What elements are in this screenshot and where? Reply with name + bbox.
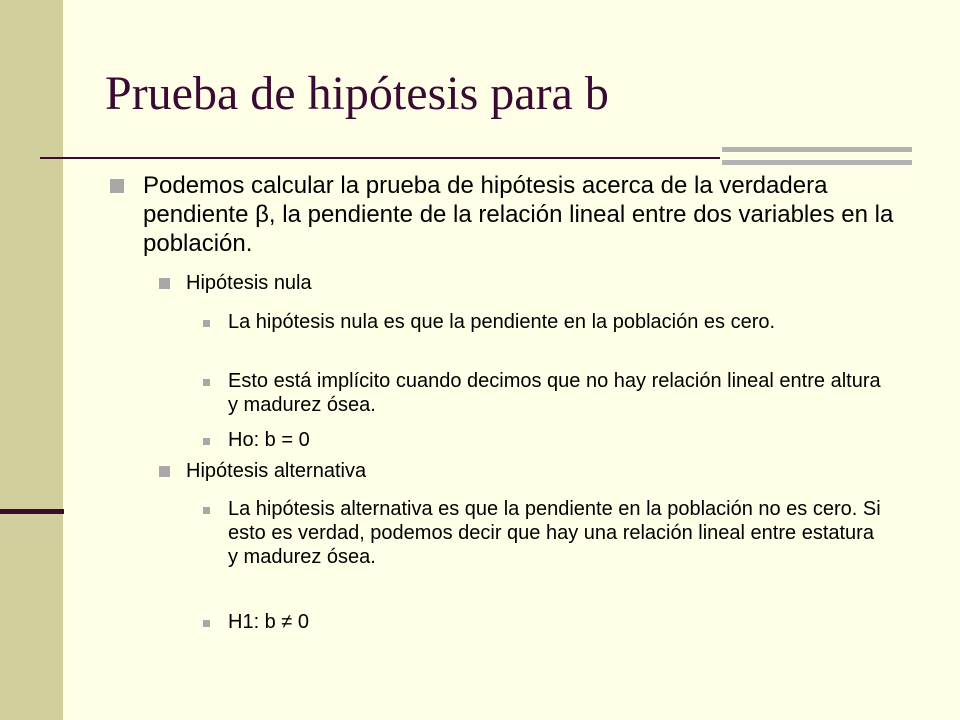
square-bullet-icon: [203, 620, 210, 627]
square-bullet-icon: [110, 179, 124, 193]
subbullet-alternative-hypothesis: [186, 459, 886, 483]
detail-alternative-statement: [228, 497, 888, 569]
square-bullet-icon: [159, 278, 170, 289]
square-bullet-icon: [159, 466, 170, 477]
subbullet-alternative-hypothesis-text: Hipótesis alternativa: [186, 460, 367, 482]
square-bullet-icon: [203, 320, 210, 327]
detail-null-formula: [228, 428, 888, 452]
detail-null-formula-text: Ho: b = 0: [228, 429, 310, 451]
subbullet-null-hypothesis-text: Hipótesis nula: [186, 272, 312, 294]
bullet-main: [143, 171, 903, 258]
bullet-main-text: Podemos calcular la prueba de hipótesis acerca de la verdadera pendiente β, la pendiente de la relación lineal entre dos variables en la población.: [143, 172, 894, 257]
slide-title: Prueba de hipótesis para b: [105, 67, 609, 120]
detail-alternative-formula: [228, 610, 888, 634]
detail-null-statement: [228, 310, 888, 334]
detail-null-statement-text: La hipótesis nula es que la pendiente en la población es cero.: [228, 311, 776, 333]
detail-alternative-formula-text: H1: b ≠ 0: [228, 611, 310, 633]
subbullet-null-hypothesis: [186, 271, 886, 295]
square-bullet-icon: [203, 379, 210, 386]
square-bullet-icon: [203, 507, 210, 514]
square-bullet-icon: [203, 438, 210, 445]
detail-alternative-statement-text: La hipótesis alternativa es que la pendiente en la población no es cero. Si esto es verdad, podemos decir que hay una relación lineal entre estatura y madurez ósea.: [228, 498, 881, 568]
detail-null-implication: [228, 369, 888, 417]
detail-null-implication-text: Esto está implícito cuando decimos que no hay relación lineal entre altura y madurez ósea.: [228, 370, 881, 416]
